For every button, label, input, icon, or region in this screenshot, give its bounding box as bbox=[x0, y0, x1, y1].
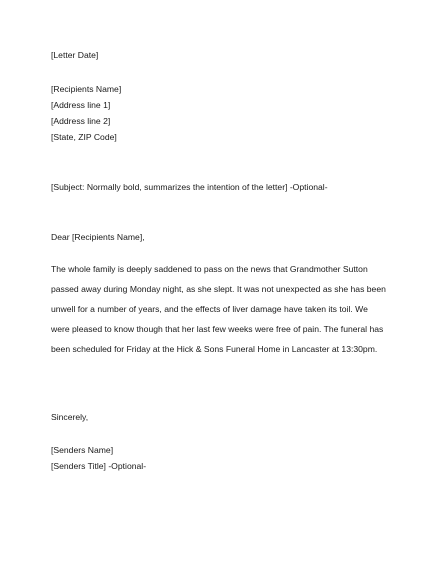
body-line: passed away during Monday night, as she slept. It was not unexpected as she has been bbox=[51, 284, 386, 294]
body-line: unwell for a number of years, and the effects of liver damage have taken its toil. We bbox=[51, 304, 368, 314]
body-line: The whole family is deeply saddened to pass on the news that Grandmother Sutton bbox=[51, 264, 368, 274]
letter-subject: [Subject: Normally bold, summarizes the intention of the letter] -Optional- bbox=[51, 182, 328, 192]
body-line: were pleased to know though that her last few weeks were free of pain. The funeral has bbox=[51, 324, 384, 334]
letter-date: [Letter Date] bbox=[51, 50, 99, 60]
body-line: been scheduled for Friday at the Hick & Sons Funeral Home in Lancaster at 13:30pm. bbox=[51, 344, 378, 354]
recipient-name: [Recipients Name] bbox=[51, 84, 122, 94]
recipient-address-line-2: [Address line 2] bbox=[51, 116, 111, 126]
recipient-state-zip: [State, ZIP Code] bbox=[51, 132, 117, 142]
sender-title: [Senders Title] -Optional- bbox=[51, 461, 147, 471]
sender-name: [Senders Name] bbox=[51, 445, 114, 455]
closing: Sincerely, bbox=[51, 412, 89, 422]
recipient-address-line-1: [Address line 1] bbox=[51, 100, 111, 110]
salutation: Dear [Recipients Name], bbox=[51, 232, 145, 242]
